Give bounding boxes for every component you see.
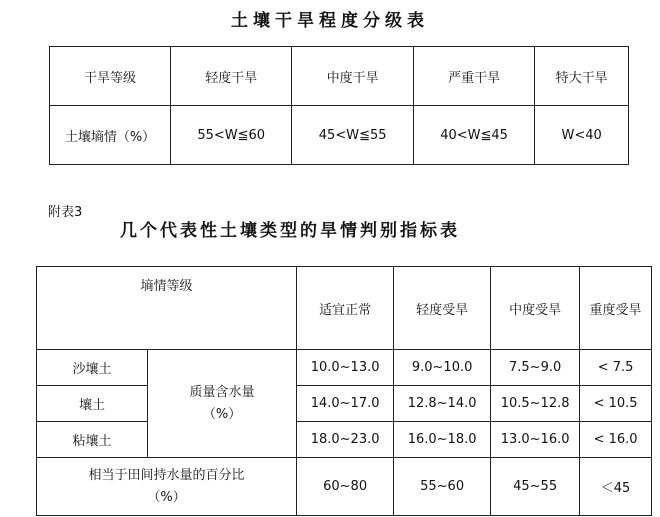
table-row — [50, 106, 629, 165]
field-capacity-unit: （%） — [147, 489, 186, 505]
table-cell: 14.0~17.0 — [297, 386, 394, 422]
table-cell: 45<W≦55 — [292, 106, 413, 165]
table-cell: 16.0~18.0 — [394, 422, 491, 458]
table-header-cell: 干旱等级 — [50, 47, 171, 106]
table-header-cell: 轻度受旱 — [394, 267, 491, 350]
table-header-cell: 严重干旱 — [413, 47, 534, 106]
table-cell: W<40 — [535, 106, 629, 165]
table-row — [37, 267, 652, 350]
field-capacity-label-cell — [37, 458, 297, 516]
moisture-label: 质量含水量 — [189, 384, 255, 400]
soil-type-cell: 粘壤土 — [37, 422, 148, 458]
table-cell: 7.5~9.0 — [491, 350, 580, 386]
table-cell: < 16.0 — [580, 422, 652, 458]
soil-type-cell: 沙壤土 — [37, 350, 148, 386]
table-row — [37, 386, 652, 422]
table-cell: 9.0~10.0 — [394, 350, 491, 386]
table-cell: < 10.5 — [580, 386, 652, 422]
table-header-cell: 中度干旱 — [292, 47, 413, 106]
table-cell: 12.8~14.0 — [394, 386, 491, 422]
table-header-cell: 中度受旱 — [491, 267, 580, 350]
table-cell: 18.0~23.0 — [297, 422, 394, 458]
table-cell: 土壤墒情（%） — [50, 106, 171, 165]
table-header-cell: 墒情等级 — [37, 267, 297, 350]
moisture-label-cell — [148, 350, 297, 458]
table-cell: 40<W≦45 — [413, 106, 534, 165]
table2-title: 几个代表性土壤类型的旱情判别指标表 — [120, 221, 460, 241]
table-cell: 55<W≦60 — [171, 106, 292, 165]
drought-grade-table — [49, 46, 629, 165]
table-row — [37, 422, 652, 458]
field-capacity-label: 相当于田间持水量的百分比 — [88, 467, 245, 483]
table-cell: 13.0~16.0 — [491, 422, 580, 458]
table-header-cell: 特大干旱 — [535, 47, 629, 106]
table-cell: 10.5~12.8 — [491, 386, 580, 422]
table-header-cell: 轻度干旱 — [171, 47, 292, 106]
table-cell: 45~55 — [491, 458, 580, 516]
table-row — [37, 350, 652, 386]
table-header-cell: 重度受旱 — [580, 267, 652, 350]
soil-type-cell: 壤土 — [37, 386, 148, 422]
soil-drought-index-table — [36, 266, 652, 516]
table-row — [50, 47, 629, 106]
table-cell: 55~60 — [394, 458, 491, 516]
attachment-label: 附表3 — [48, 205, 83, 220]
table1-title: 土壤干旱程度分级表 — [231, 11, 429, 31]
table-cell: 10.0~13.0 — [297, 350, 394, 386]
moisture-unit: （%） — [202, 406, 242, 422]
table-header-cell: 适宜正常 — [297, 267, 394, 350]
table-row — [37, 458, 652, 516]
table-cell: 60~80 — [297, 458, 394, 516]
table-cell: < 7.5 — [580, 350, 652, 386]
table-cell: ＜45 — [580, 458, 652, 516]
